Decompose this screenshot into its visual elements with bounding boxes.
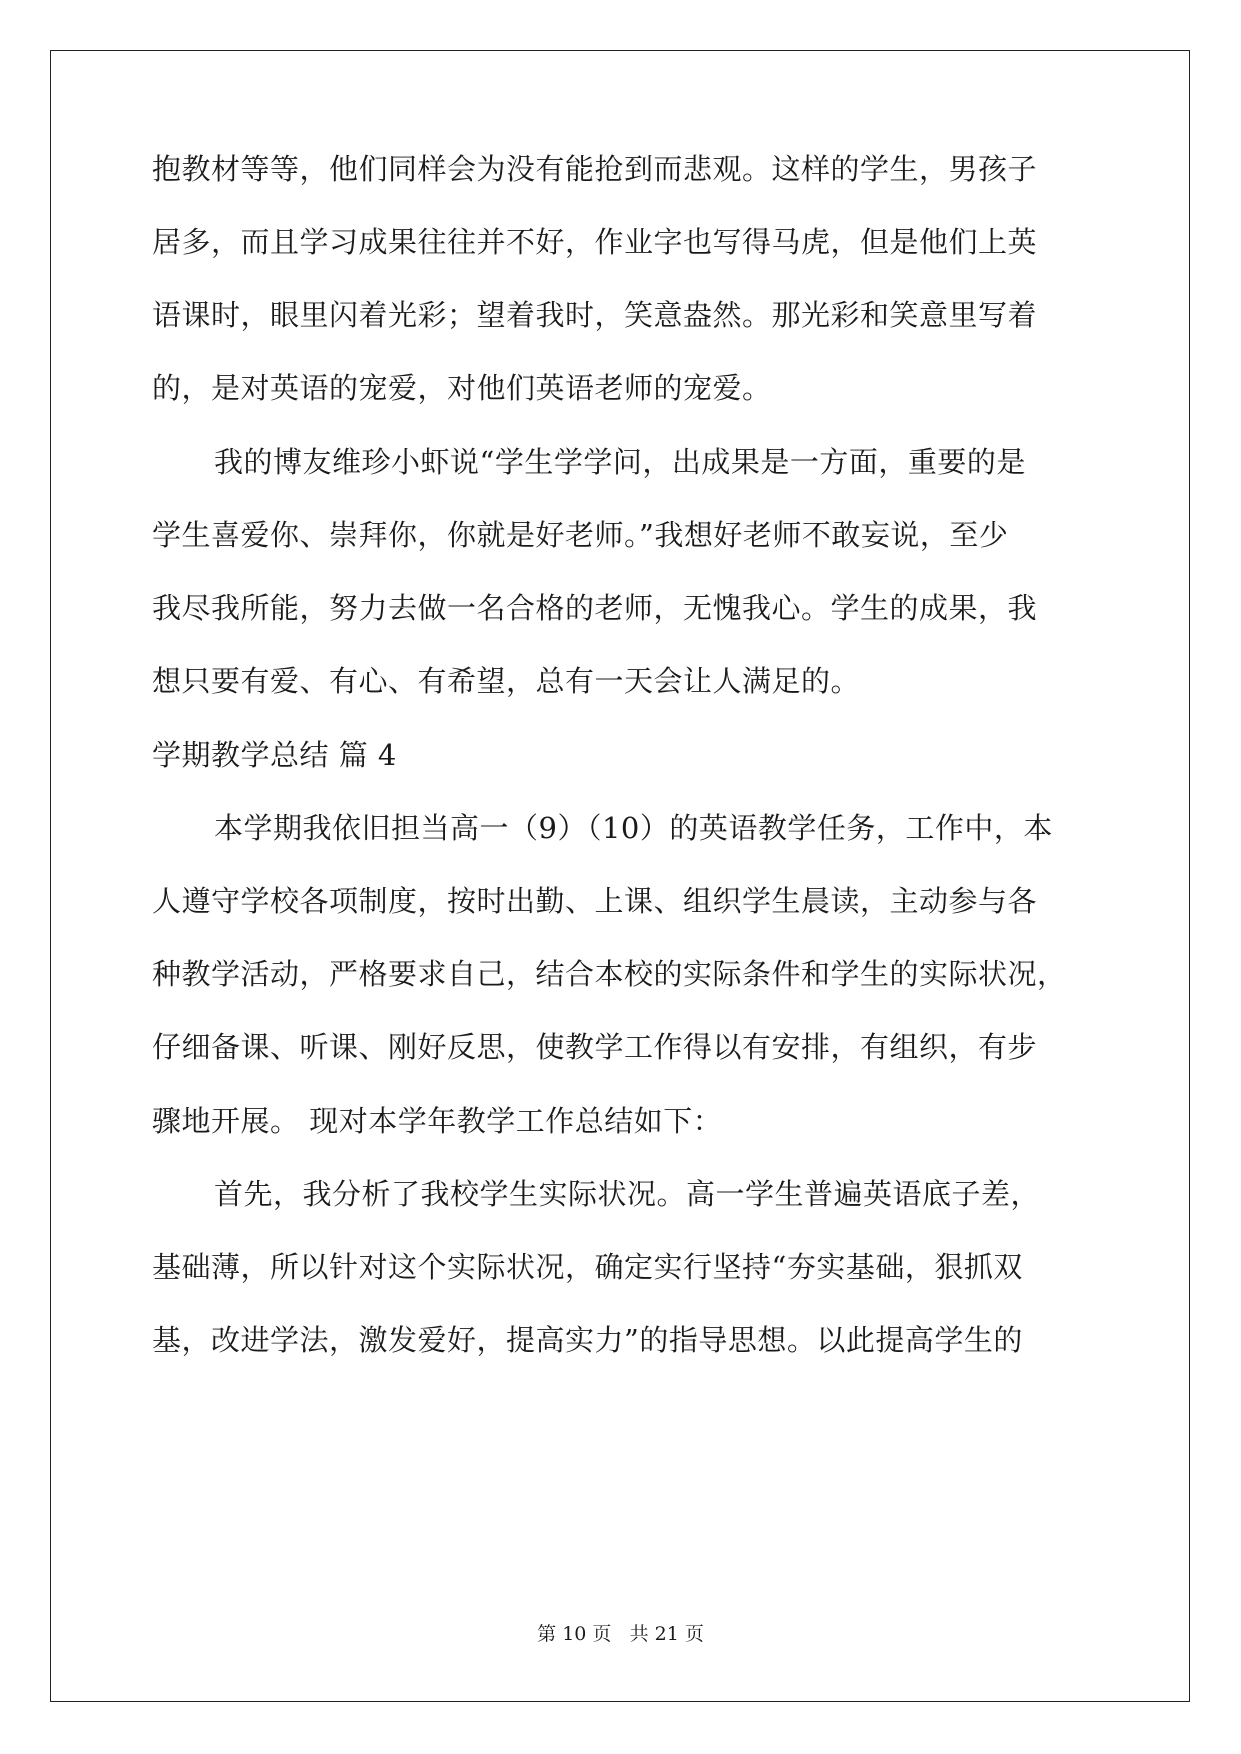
paragraph-line: 想只要有爱、有心、有希望，总有一天会让人满足的。: [152, 664, 861, 698]
paragraph-line: 抱教材等等，他们同样会为没有能抢到而悲观。这样的学生，男孩子: [152, 152, 1038, 186]
paragraph-line: 基础薄，所以针对这个实际状况，确定实行坚持“夯实基础，狠抓双: [152, 1250, 1023, 1284]
paragraph-line: 种教学活动，严格要求自己，结合本校的实际条件和学生的实际状况，: [152, 957, 1067, 991]
paragraph-line: 的，是对英语的宠爱，对他们英语老师的宠爱。: [152, 371, 772, 405]
paragraph-line: 骤地开展。 现对本学年教学工作总结如下：: [152, 1104, 723, 1138]
paragraph-line: 语课时，眼里闪着光彩；望着我时，笑意盎然。那光彩和笑意里写着: [152, 298, 1038, 332]
paragraph-line: 我尽我所能，努力去做一名合格的老师，无愧我心。学生的成果，我: [152, 591, 1038, 625]
paragraph-line: 仔细备课、听课、刚好反思，使教学工作得以有安排，有组织，有步: [152, 1030, 1038, 1064]
page-number: 第 10 页: [537, 1623, 612, 1645]
paragraph-line: 首先，我分析了我校学生实际状况。高一学生普遍英语底子差，: [214, 1177, 1041, 1211]
page-total: 共 21 页: [629, 1623, 704, 1645]
paragraph-line: 本学期我依旧担当高一（9）（10）的英语教学任务，工作中，本: [214, 811, 1053, 845]
page-footer: [0, 1622, 1241, 1646]
paragraph-line: 基，改进学法，激发爱好，提高实力”的指导思想。以此提高学生的: [152, 1323, 1023, 1357]
paragraph-line: 人遵守学校各项制度，按时出勤、上课、组织学生晨读，主动参与各: [152, 884, 1038, 918]
paragraph-line: 我的博友维珍小虾说“学生学学问，出成果是一方面，重要的是: [214, 445, 1026, 479]
section-heading: 学期教学总结 篇 4: [152, 738, 397, 772]
paragraph-line: 居多，而且学习成果往往并不好，作业字也写得马虎，但是他们上英: [152, 225, 1038, 259]
paragraph-line: 学生喜爱你、崇拜你，你就是好老师。”我想好老师不敢妄说，至少: [152, 518, 1009, 552]
